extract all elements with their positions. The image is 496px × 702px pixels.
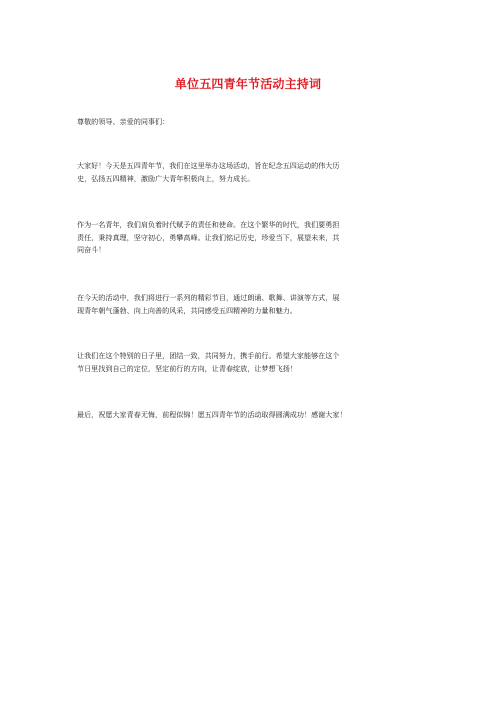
paragraph-line: 现青年朝气蓬勃、向上向善的风采，共同感受五四精神的力量和魅力。 [77,305,297,315]
paragraph-line: 尊敬的领导、亲爱的同事们： [77,117,170,126]
paragraph-line: 作为一名青年，我们肩负着时代赋予的责任和使命。在这个繁华的时代，我们要勇担 [77,220,340,229]
paragraph-line: 节日里找到自己的定位，坚定前行的方向，让青春绽放，让梦想飞扬！ [77,363,297,373]
paragraph-line: 史，弘扬五四精神，激励广大青年积极向上，努力成长。 [77,173,255,183]
program-paragraph [77,292,427,317]
paragraph-line: 同奋斗！ [77,245,106,255]
paragraph-line: 责任，秉持真理，坚守初心，勇攀高峰。让我们铭记历史，珍爱当下，展望未来，共 [77,232,340,242]
greeting-paragraph [77,160,427,185]
paragraph-line: 大家好！今天是五四青年节，我们在这里举办这场活动，旨在纪念五四运动的伟大历 [77,161,340,170]
document-title: 单位五四青年节活动主持词 [174,77,322,91]
closing-paragraph [77,409,427,422]
salutation-paragraph [77,116,427,129]
paragraph-line: 最后，祝愿大家青春无悔，前程似锦！愿五四青年节的活动取得圆满成功！感谢大家！ [77,410,347,419]
paragraph-line: 在今天的活动中，我们将进行一系列的精彩节目，通过朗诵、歌舞、讲演等方式，展 [77,293,340,302]
unity-paragraph [77,350,427,375]
paragraph-line: 让我们在这个特别的日子里，团结一致，共同努力，携手前行。希望大家能够在这个 [77,351,340,360]
responsibility-paragraph [77,219,427,257]
